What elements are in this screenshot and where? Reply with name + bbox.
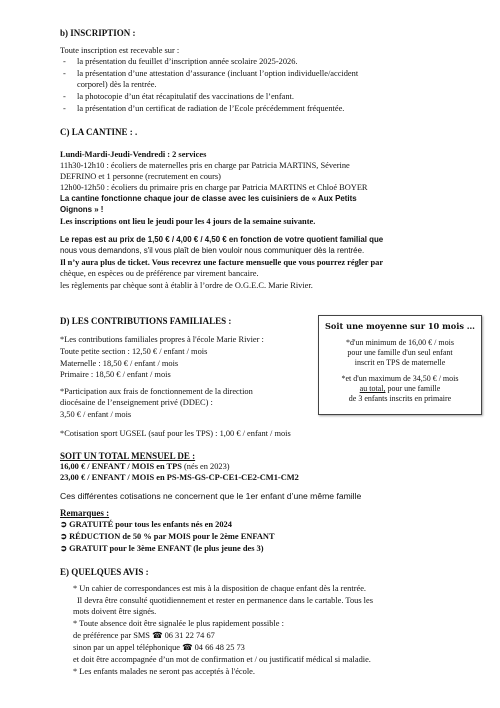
bullet-dash: - <box>63 69 66 78</box>
cantine-line: DEFRINO et 1 personne (recrutement en cours) <box>60 172 221 181</box>
inscription-item: la présentation d’un certificat de radiation de l’Ecole précédemment fréquentée. <box>77 104 345 113</box>
cantine-line: nous vous demandons, s'il vous plaît de bien vouloir nous communiquer dès la rentrée. <box>60 246 365 255</box>
contributions-heading: D) LES CONTRIBUTIONS FAMILIALES : <box>60 316 232 326</box>
cantine-line: Les inscriptions ont lieu le jeudi pour les 4 jours de la semaine suivante. <box>60 217 316 226</box>
average-box-line: inscrit en TPS de maternelle <box>354 358 446 367</box>
cantine-line: La cantine fonctionne chaque jour de classe avec les cuisiniers de « Aux Petits <box>60 194 357 203</box>
remarque-item: ➲ RÉDUCTION de 50 % par MOIS pour le 2ème ENFANT <box>60 532 275 541</box>
avis-line: et doit être accompagnée d’un mot de confirmation et / ou justificatif médical si maladie. <box>73 655 371 664</box>
average-box-line: *et d'un maximum de 34,50 € / mois <box>341 374 459 383</box>
contributions-line: 3,50 € / enfant / mois <box>60 410 132 419</box>
average-box-title: Soit une moyenne sur 10 mois … <box>325 321 475 331</box>
contributions-line: Primaire : 18,50 € / enfant / mois <box>60 370 171 379</box>
average-box-line <box>319 384 481 394</box>
avis-line: de préférence par SMS ☎ 06 31 22 74 67 <box>73 631 215 640</box>
total-line-tps <box>60 462 230 472</box>
total-line-primary: 23,00 € / ENFANT / MOIS en PS-MS-GS-CP-CE1-CE2-CM1-CM2 <box>60 473 299 482</box>
remarques-heading: Remarques : <box>60 508 110 518</box>
bullet-dash: - <box>63 92 66 101</box>
average-box-line: *d'un minimum de 16,00 € / mois <box>346 338 454 347</box>
average-box-line: pour une famille d'un seul enfant <box>347 348 453 357</box>
total-tps-note: (nés en 2023) <box>181 462 230 471</box>
avis-line: * Un cahier de correspondances est mis à la disposition de chaque enfant dès la rentrée. <box>73 584 367 593</box>
inscription-item: la photocopie d’un état récapitulatif des vaccinations de l’enfant. <box>77 92 294 101</box>
contributions-line: *Cotisation sport UGSEL (sauf pour les TPS) : 1,00 € / enfant / mois <box>60 429 291 438</box>
avis-heading: E) QUELQUES AVIS : <box>60 567 149 577</box>
total-tps-value: 16,00 € / ENFANT / MOIS en TPS <box>60 462 182 471</box>
cantine-line: chèque, en espèces ou de préférence par virement bancaire. <box>60 269 259 278</box>
remarque-item: ➲ GRATUIT pour le 3ème ENFANT (le plus jeune des 3) <box>60 544 264 553</box>
inscription-item: corporel) dès la rentrée. <box>77 80 157 89</box>
cantine-line: les règlements par chèque sont à établir à l’ordre de O.G.E.C. Marie Rivier. <box>60 281 313 290</box>
average-box <box>318 315 482 415</box>
cantine-line: Il n’y aura plus de ticket. Vous recevrez une facture mensuelle que vous pourrez régler par <box>60 258 384 267</box>
average-box-underlined: au total, <box>359 384 386 393</box>
inscription-intro: Toute inscription est recevable sur : <box>60 46 180 55</box>
remarque-item: ➲ GRATUITÉ pour tous les enfants nés en 2024 <box>60 520 232 529</box>
cantine-days: Lundi-Mardi-Jeudi-Vendredi : 2 services <box>60 150 207 159</box>
inscription-item: la présentation du feuillet d’inscription année scolaire 2025-2026. <box>77 57 298 66</box>
avis-line: * Toute absence doit être signalée le plus rapidement possible : <box>73 619 284 628</box>
inscription-heading: b) INSCRIPTION : <box>60 28 136 38</box>
avis-line: * Les enfants malades ne seront pas acceptés à l'école. <box>73 667 255 676</box>
bullet-dash: - <box>63 104 66 113</box>
contributions-line: Toute petite section : 12,50 € / enfant / mois <box>60 347 208 356</box>
contributions-line: *Participation aux frais de fonctionnement de la direction <box>60 387 253 396</box>
avis-line: Il devra être consulté quotidiennement et rester en permanence dans le cartable. Tous les <box>77 596 373 605</box>
avis-line: mots doivent être signés. <box>73 607 157 616</box>
contributions-line: diocésaine de l’enseignement privé (DDEC) : <box>60 398 213 407</box>
cantine-line: Oignons » ! <box>60 205 104 214</box>
cantine-line: 12h00-12h50 : écoliers du primaire pris en charge par Patricia MARTINS et Chloé BOYER <box>60 183 368 192</box>
average-box-line-end: pour une famille <box>385 384 441 393</box>
cantine-heading: C) LA CANTINE : . <box>60 127 138 137</box>
bullet-dash: - <box>63 57 66 66</box>
cantine-line: 11h30-12h10 : écoliers de maternelles pris en charge par Patricia MARTINS, Séverine <box>60 161 350 170</box>
inscription-item: la présentation d’une attestation d’assurance (incluant l’option individuelle/accident <box>77 69 359 78</box>
average-box-line: de 3 enfants inscrits en primaire <box>348 394 452 403</box>
avis-line: sinon par un appel téléphonique ☎ 04 66 48 25 73 <box>73 643 245 652</box>
contributions-line: *Les contributions familiales propres à l'école Marie Rivier : <box>60 335 264 344</box>
total-note: Ces différentes cotisations ne concernent que le 1er enfant d’une même famille <box>60 491 362 501</box>
contributions-line: Maternelle : 18,50 € / enfant / mois <box>60 359 179 368</box>
cantine-price: Le repas est au prix de 1,50 € / 4,00 € / 4,50 € en fonction de votre quotient familial que <box>60 235 384 244</box>
total-heading: SOIT UN TOTAL MENSUEL DE : <box>60 451 196 461</box>
